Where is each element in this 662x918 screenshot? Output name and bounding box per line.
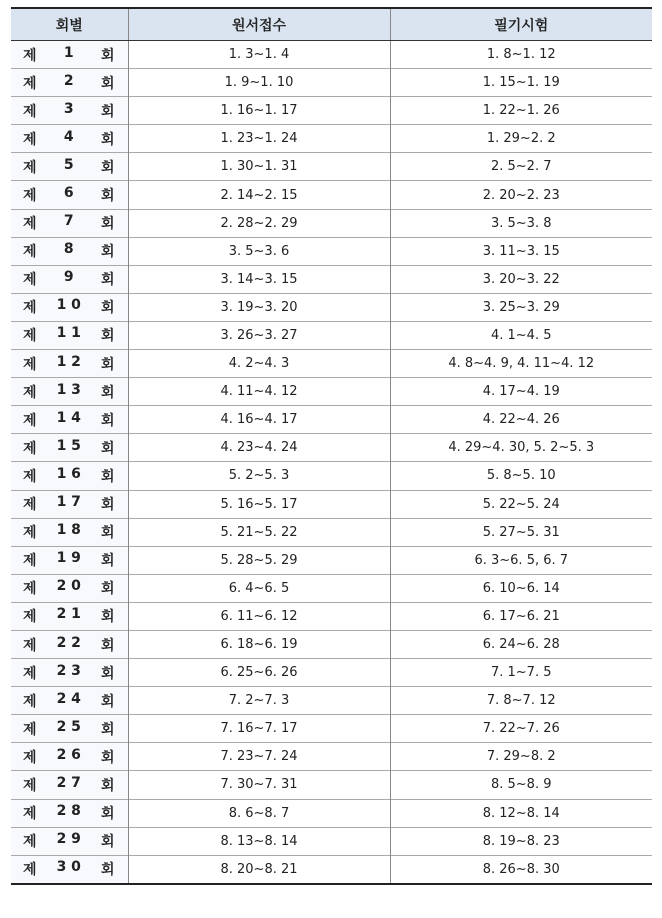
table-row: [11, 125, 652, 153]
written-exam-period-cell: 3. 20~3. 22: [390, 265, 652, 293]
round-suffix: 회: [100, 75, 115, 92]
application-period-cell: 7. 2~7. 3: [128, 687, 390, 715]
written-exam-period-cell: 3. 25~3. 29: [390, 293, 652, 321]
round-suffix: 회: [100, 131, 115, 148]
table-row: [11, 715, 652, 743]
round-cell: [11, 378, 128, 406]
round-label: [11, 831, 128, 851]
schedule-table-container: [11, 7, 652, 885]
round-suffix: 회: [100, 440, 115, 457]
written-exam-period-cell: 1. 22~1. 26: [390, 97, 652, 125]
written-exam-period-cell: 7. 1~7. 5: [390, 659, 652, 687]
round-cell: [11, 602, 128, 630]
round-number: 1 6: [56, 465, 81, 482]
table-row: [11, 855, 652, 884]
round-number: 1 3: [56, 381, 81, 398]
round-label: [11, 185, 128, 205]
round-cell: [11, 125, 128, 153]
round-label: [11, 663, 128, 683]
table-row: [11, 490, 652, 518]
table-row: [11, 434, 652, 462]
round-cell: [11, 490, 128, 518]
round-suffix: 회: [100, 525, 115, 542]
written-exam-period-cell: 6. 10~6. 14: [390, 574, 652, 602]
table-row: [11, 321, 652, 349]
round-prefix: 제: [23, 188, 37, 205]
round-cell: [11, 687, 128, 715]
round-suffix: 회: [100, 581, 115, 598]
table-body: [11, 41, 652, 884]
round-number: 2 4: [56, 690, 81, 707]
written-exam-period-cell: 4. 22~4. 26: [390, 406, 652, 434]
round-prefix: 제: [23, 721, 37, 738]
round-number: 2 0: [56, 578, 81, 595]
table-row: [11, 237, 652, 265]
round-number: 1 7: [56, 494, 81, 511]
round-cell: [11, 743, 128, 771]
application-period-cell: 1. 9~1. 10: [128, 69, 390, 97]
table-row: [11, 771, 652, 799]
written-exam-period-cell: 1. 29~2. 2: [390, 125, 652, 153]
round-number: 2 6: [56, 746, 81, 763]
round-suffix: 회: [100, 468, 115, 485]
application-period-cell: 8. 13~8. 14: [128, 827, 390, 855]
table-row: [11, 97, 652, 125]
round-prefix: 제: [23, 440, 37, 457]
application-period-cell: 3. 26~3. 27: [128, 321, 390, 349]
round-suffix: 회: [100, 356, 115, 373]
round-label: [11, 747, 128, 767]
application-period-cell: 7. 30~7. 31: [128, 771, 390, 799]
table-row: [11, 602, 652, 630]
round-number: 9: [63, 269, 74, 286]
round-cell: [11, 97, 128, 125]
round-prefix: 제: [23, 777, 37, 794]
table-row: [11, 378, 652, 406]
round-cell: [11, 546, 128, 574]
application-period-cell: 4. 23~4. 24: [128, 434, 390, 462]
application-period-cell: 1. 23~1. 24: [128, 125, 390, 153]
table-row: [11, 574, 652, 602]
round-suffix: 회: [100, 272, 115, 289]
table-row: [11, 41, 652, 69]
written-exam-period-cell: 2. 5~2. 7: [390, 153, 652, 181]
round-prefix: 제: [23, 862, 37, 879]
round-suffix: 회: [100, 47, 115, 64]
application-period-cell: 6. 25~6. 26: [128, 659, 390, 687]
round-cell: [11, 771, 128, 799]
round-prefix: 제: [23, 300, 37, 317]
round-number: 2 1: [56, 606, 81, 623]
application-period-cell: 8. 20~8. 21: [128, 855, 390, 884]
round-suffix: 회: [100, 665, 115, 682]
table-row: [11, 659, 652, 687]
application-period-cell: 3. 19~3. 20: [128, 293, 390, 321]
written-exam-period-cell: 4. 17~4. 19: [390, 378, 652, 406]
round-suffix: 회: [100, 749, 115, 766]
round-number: 2 5: [56, 718, 81, 735]
round-number: 1 0: [56, 297, 81, 314]
round-suffix: 회: [100, 384, 115, 401]
application-period-cell: 2. 14~2. 15: [128, 181, 390, 209]
round-label: [11, 691, 128, 711]
application-period-cell: 5. 16~5. 17: [128, 490, 390, 518]
round-prefix: 제: [23, 637, 37, 654]
application-period-cell: 5. 2~5. 3: [128, 462, 390, 490]
table-row: [11, 799, 652, 827]
written-exam-period-cell: 8. 5~8. 9: [390, 771, 652, 799]
written-exam-period-cell: 4. 29~4. 30, 5. 2~5. 3: [390, 434, 652, 462]
round-prefix: 제: [23, 328, 37, 345]
round-suffix: 회: [100, 216, 115, 233]
table-row: [11, 518, 652, 546]
round-cell: [11, 715, 128, 743]
table-row: [11, 743, 652, 771]
written-exam-period-cell: 2. 20~2. 23: [390, 181, 652, 209]
header-written-exam: 필기시험: [390, 8, 652, 41]
round-label: [11, 494, 128, 514]
round-prefix: 제: [23, 75, 37, 92]
written-exam-period-cell: 7. 8~7. 12: [390, 687, 652, 715]
round-prefix: 제: [23, 806, 37, 823]
round-number: 2: [63, 72, 74, 89]
round-label: [11, 354, 128, 374]
round-label: [11, 438, 128, 458]
round-prefix: 제: [23, 693, 37, 710]
round-label: [11, 803, 128, 823]
round-prefix: 제: [23, 834, 37, 851]
round-cell: [11, 574, 128, 602]
round-suffix: 회: [100, 103, 115, 120]
round-prefix: 제: [23, 412, 37, 429]
round-label: [11, 325, 128, 345]
round-prefix: 제: [23, 525, 37, 542]
round-label: [11, 578, 128, 598]
round-suffix: 회: [100, 637, 115, 654]
round-number: 6: [63, 185, 74, 202]
table-row: [11, 350, 652, 378]
application-period-cell: 4. 16~4. 17: [128, 406, 390, 434]
round-suffix: 회: [100, 806, 115, 823]
round-number: 1 1: [56, 325, 81, 342]
table-row: [11, 687, 652, 715]
written-exam-period-cell: 6. 24~6. 28: [390, 630, 652, 658]
round-prefix: 제: [23, 47, 37, 64]
round-label: [11, 522, 128, 542]
application-period-cell: 5. 21~5. 22: [128, 518, 390, 546]
round-label: [11, 213, 128, 233]
application-period-cell: 1. 30~1. 31: [128, 153, 390, 181]
round-number: 1 2: [56, 353, 81, 370]
written-exam-period-cell: 6. 17~6. 21: [390, 602, 652, 630]
round-label: [11, 550, 128, 570]
round-cell: [11, 855, 128, 884]
round-cell: [11, 799, 128, 827]
round-label: [11, 775, 128, 795]
round-suffix: 회: [100, 244, 115, 261]
round-suffix: 회: [100, 609, 115, 626]
round-cell: [11, 406, 128, 434]
table-row: [11, 406, 652, 434]
round-suffix: 회: [100, 553, 115, 570]
round-prefix: 제: [23, 103, 37, 120]
round-prefix: 제: [23, 609, 37, 626]
application-period-cell: 6. 11~6. 12: [128, 602, 390, 630]
round-prefix: 제: [23, 665, 37, 682]
written-exam-period-cell: 1. 15~1. 19: [390, 69, 652, 97]
written-exam-period-cell: 3. 5~3. 8: [390, 209, 652, 237]
written-exam-period-cell: 7. 22~7. 26: [390, 715, 652, 743]
written-exam-period-cell: 8. 19~8. 23: [390, 827, 652, 855]
round-cell: [11, 237, 128, 265]
application-period-cell: 3. 14~3. 15: [128, 265, 390, 293]
table-row: [11, 69, 652, 97]
round-cell: [11, 209, 128, 237]
round-number: 3: [63, 100, 74, 117]
round-number: 2 2: [56, 634, 81, 651]
round-cell: [11, 518, 128, 546]
application-period-cell: 7. 23~7. 24: [128, 743, 390, 771]
round-label: [11, 269, 128, 289]
round-number: 1 5: [56, 437, 81, 454]
round-cell: [11, 321, 128, 349]
exam-schedule-table: [11, 7, 652, 885]
written-exam-period-cell: 4. 8~4. 9, 4. 11~4. 12: [390, 350, 652, 378]
round-suffix: 회: [100, 721, 115, 738]
round-label: [11, 606, 128, 626]
table-row: [11, 265, 652, 293]
round-suffix: 회: [100, 834, 115, 851]
round-number: 7: [63, 213, 74, 230]
table-header-row: [11, 8, 652, 41]
round-label: [11, 45, 128, 65]
round-label: [11, 410, 128, 430]
round-label: [11, 241, 128, 261]
round-number: 5: [63, 156, 74, 173]
round-prefix: 제: [23, 159, 37, 176]
round-suffix: 회: [100, 412, 115, 429]
round-suffix: 회: [100, 328, 115, 345]
round-label: [11, 382, 128, 402]
written-exam-period-cell: 8. 12~8. 14: [390, 799, 652, 827]
round-number: 4: [63, 128, 74, 145]
application-period-cell: 6. 4~6. 5: [128, 574, 390, 602]
round-number: 1 8: [56, 522, 81, 539]
round-cell: [11, 462, 128, 490]
application-period-cell: 8. 6~8. 7: [128, 799, 390, 827]
application-period-cell: 2. 28~2. 29: [128, 209, 390, 237]
round-prefix: 제: [23, 216, 37, 233]
round-cell: [11, 630, 128, 658]
round-label: [11, 859, 128, 879]
table-row: [11, 462, 652, 490]
table-row: [11, 546, 652, 574]
application-period-cell: 7. 16~7. 17: [128, 715, 390, 743]
round-cell: [11, 265, 128, 293]
round-suffix: 회: [100, 159, 115, 176]
round-cell: [11, 181, 128, 209]
application-period-cell: 1. 16~1. 17: [128, 97, 390, 125]
round-label: [11, 635, 128, 655]
header-round: 회별: [11, 8, 128, 41]
round-number: 2 9: [56, 831, 81, 848]
table-row: [11, 153, 652, 181]
round-cell: [11, 293, 128, 321]
round-prefix: 제: [23, 468, 37, 485]
round-number: 2 3: [56, 662, 81, 679]
round-suffix: 회: [100, 188, 115, 205]
application-period-cell: 6. 18~6. 19: [128, 630, 390, 658]
table-row: [11, 181, 652, 209]
round-number: 1 9: [56, 550, 81, 567]
round-label: [11, 466, 128, 486]
header-application: 원서접수: [128, 8, 390, 41]
written-exam-period-cell: 3. 11~3. 15: [390, 237, 652, 265]
round-suffix: 회: [100, 497, 115, 514]
table-row: [11, 630, 652, 658]
round-prefix: 제: [23, 581, 37, 598]
round-number: 3 0: [56, 859, 81, 876]
table-row: [11, 209, 652, 237]
round-cell: [11, 659, 128, 687]
round-cell: [11, 69, 128, 97]
round-number: 8: [63, 241, 74, 258]
round-prefix: 제: [23, 131, 37, 148]
round-number: 2 7: [56, 774, 81, 791]
round-suffix: 회: [100, 862, 115, 879]
application-period-cell: 5. 28~5. 29: [128, 546, 390, 574]
round-label: [11, 297, 128, 317]
written-exam-period-cell: 4. 1~4. 5: [390, 321, 652, 349]
round-prefix: 제: [23, 272, 37, 289]
written-exam-period-cell: 1. 8~1. 12: [390, 41, 652, 69]
round-prefix: 제: [23, 384, 37, 401]
round-prefix: 제: [23, 749, 37, 766]
round-label: [11, 73, 128, 93]
table-row: [11, 827, 652, 855]
written-exam-period-cell: 6. 3~6. 5, 6. 7: [390, 546, 652, 574]
round-number: 1 4: [56, 409, 81, 426]
round-prefix: 제: [23, 553, 37, 570]
written-exam-period-cell: 5. 27~5. 31: [390, 518, 652, 546]
application-period-cell: 4. 11~4. 12: [128, 378, 390, 406]
round-cell: [11, 434, 128, 462]
round-prefix: 제: [23, 244, 37, 261]
round-prefix: 제: [23, 356, 37, 373]
round-cell: [11, 153, 128, 181]
application-period-cell: 4. 2~4. 3: [128, 350, 390, 378]
round-cell: [11, 41, 128, 69]
written-exam-period-cell: 7. 29~8. 2: [390, 743, 652, 771]
round-suffix: 회: [100, 693, 115, 710]
round-cell: [11, 350, 128, 378]
round-label: [11, 719, 128, 739]
round-label: [11, 101, 128, 121]
written-exam-period-cell: 8. 26~8. 30: [390, 855, 652, 884]
written-exam-period-cell: 5. 8~5. 10: [390, 462, 652, 490]
application-period-cell: 1. 3~1. 4: [128, 41, 390, 69]
round-number: 2 8: [56, 803, 81, 820]
table-row: [11, 293, 652, 321]
round-label: [11, 157, 128, 177]
round-cell: [11, 827, 128, 855]
round-prefix: 제: [23, 497, 37, 514]
written-exam-period-cell: 5. 22~5. 24: [390, 490, 652, 518]
round-label: [11, 129, 128, 149]
round-suffix: 회: [100, 300, 115, 317]
round-suffix: 회: [100, 777, 115, 794]
application-period-cell: 3. 5~3. 6: [128, 237, 390, 265]
round-number: 1: [63, 44, 74, 61]
